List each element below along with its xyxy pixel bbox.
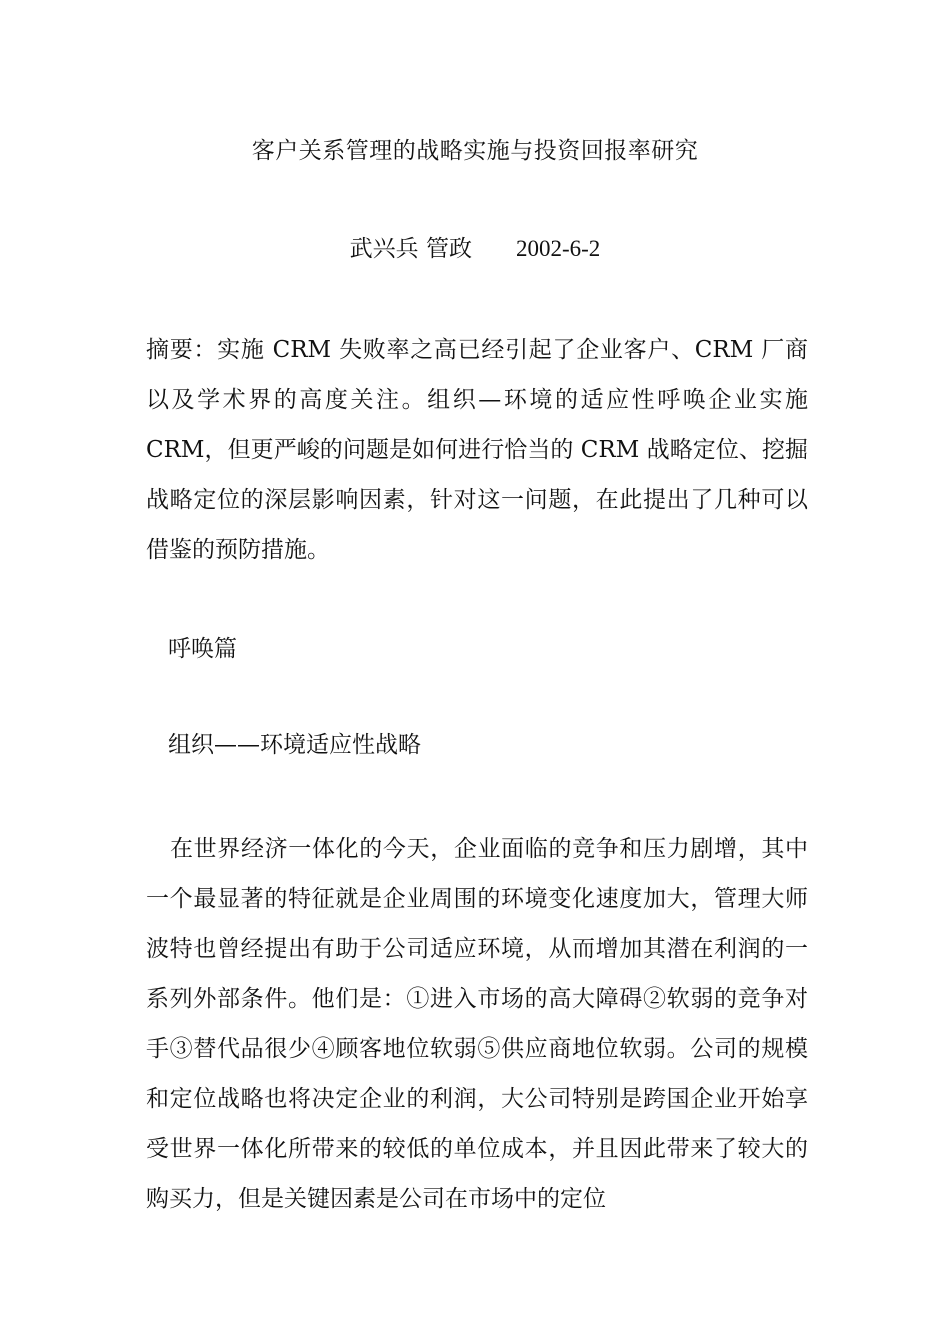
abstract-paragraph: 摘要：实施 CRM 失败率之高已经引起了企业客户、CRM 厂商以及学术界的高度关注。组织—环境的适应性呼唤企业实施 CRM，但更严峻的问题是如何进行恰当的 CRM 战略定位、挖掘战略定位的深层影响因素，针对这一问题，在此提出了几种可以借鉴的预防措施。 bbox=[146, 337, 808, 563]
body-paragraph: 在世界经济一体化的今天，企业面临的竞争和压力剧增，其中一个最显著的特征就是企业周围的环境变化速度加大，管理大师波特也曾经提出有助于公司适应环境，从而增加其潜在利润的一系列外部条件。他们是：①进入市场的高大障碍②软弱的竞争对手③替代品很少④顾客地位软弱⑤供应商地位软弱。公司的规模和定位战略也将决定企业的利润，大公司特别是跨国企业开始享受世界一体化所带来的较低的单位成本，并且因此带来了较大的购买力，但是关键因素是公司在市场中的定位 bbox=[146, 836, 808, 1212]
section-heading: 呼唤篇 bbox=[168, 636, 237, 662]
byline bbox=[0, 234, 950, 264]
document-title: 客户关系管理的战略实施与投资回报率研究 bbox=[251, 138, 699, 164]
publish-date: 2002-6-2 bbox=[515, 236, 601, 261]
authors: 武兴兵 管政 bbox=[349, 236, 472, 262]
subsection-heading: 组织——环境适应性战略 bbox=[168, 732, 421, 758]
